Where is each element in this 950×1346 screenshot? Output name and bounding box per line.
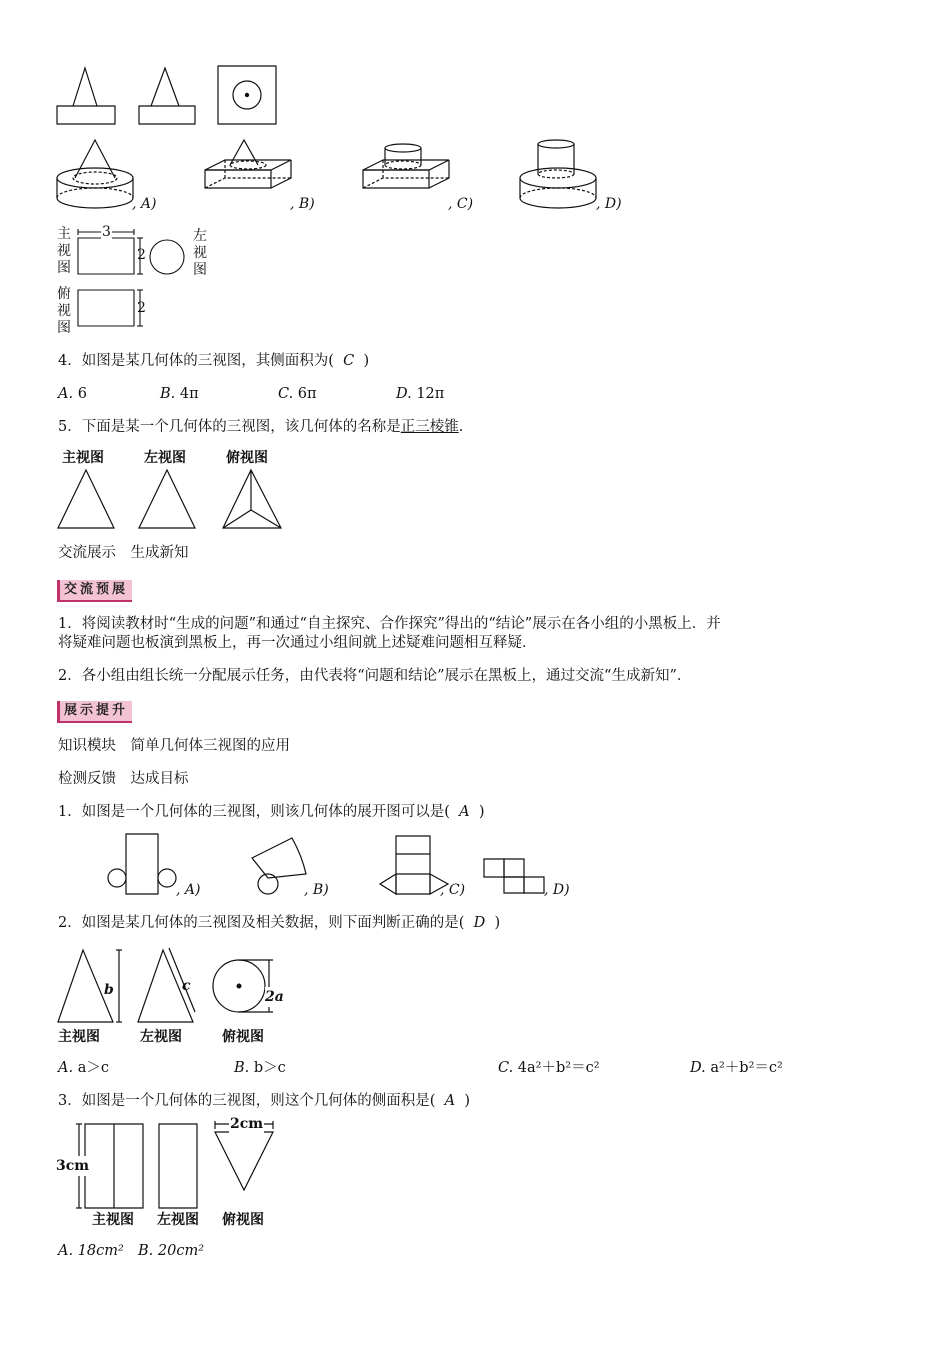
solid-option-a <box>55 138 135 208</box>
t1-net-d <box>482 855 548 895</box>
q5-top-view-label: 俯视图 <box>226 450 268 466</box>
main-view-label: 主 视 图 <box>57 226 71 276</box>
q4-stem: 4．如图是某几何体的三视图，其侧面积为( C ) <box>58 353 370 369</box>
t3-top-view-label: 俯视图 <box>222 1212 264 1228</box>
q4-dim-height: 2 <box>137 247 146 263</box>
check-line: 检测反馈 达成目标 <box>58 771 189 787</box>
t1-option-d-label: , D) <box>544 882 570 898</box>
t1-net-a <box>106 832 178 896</box>
badge-show-improve: 展示提升 <box>57 701 132 723</box>
t3-main-view-label: 主视图 <box>92 1212 134 1228</box>
t1-option-b-label: , B) <box>304 882 329 898</box>
q4-dim-height-top: 2 <box>137 300 146 316</box>
t2-label-b: b <box>104 982 114 998</box>
t3-dim-width: 2cm <box>230 1116 264 1132</box>
solid-option-b <box>203 138 293 208</box>
section-heading: 交流展示 生成新知 <box>58 545 189 561</box>
t3-left-view-label: 左视图 <box>157 1212 199 1228</box>
option-b-label: , B) <box>290 196 315 212</box>
t2-left-view-label: 左视图 <box>140 1029 182 1045</box>
para-1-line-2: 将疑难问题也板演到黑板上，再一次通过小组间就上述疑难问题相互释疑． <box>58 635 537 651</box>
t3-answer: A <box>444 1093 456 1109</box>
t1-option-a-label: , A) <box>176 882 201 898</box>
t3-stem: 3．如图是一个几何体的三视图，则这个几何体的侧面积是( A ) <box>58 1093 470 1109</box>
three-views-figure-top <box>55 62 285 128</box>
q5-answer: 正三棱锥 <box>400 419 459 435</box>
solid-option-c <box>361 138 451 210</box>
badge-exchange-preview: 交流预展 <box>57 580 132 602</box>
t2-answer: D <box>473 915 486 931</box>
q5-main-view-label: 主视图 <box>62 450 104 466</box>
q4-views-drawing <box>75 226 195 341</box>
option-d-label: , D) <box>596 196 622 212</box>
para-2: 2．各小组由组长统一分配展示任务，由代表将“问题和结论”展示在黑板上，通过交流“生成新知”． <box>58 668 692 684</box>
t2-label-c: c <box>182 978 191 994</box>
t1-option-c-label: , C) <box>440 882 466 898</box>
option-c-label: , C) <box>448 196 474 212</box>
t2-stem: 2．如图是某几何体的三视图及相关数据，则下面判断正确的是( D ) <box>58 915 501 931</box>
q5-views-drawing <box>55 466 287 532</box>
t2-main-view-label: 主视图 <box>58 1029 100 1045</box>
q5-stem: 5．下面是某一个几何体的三视图，该几何体的名称是正三棱锥. <box>58 419 464 435</box>
t3-dim-height: 3cm <box>56 1158 90 1174</box>
t2-top-view-label: 俯视图 <box>222 1029 264 1045</box>
solid-option-d <box>518 138 598 210</box>
option-a-label: , A) <box>132 196 157 212</box>
left-view-label: 左 视 图 <box>193 228 207 278</box>
q5-left-view-label: 左视图 <box>144 450 186 466</box>
t2-views-drawing <box>55 946 295 1026</box>
q4-dim-width: 3 <box>102 224 111 240</box>
t2-label-2a: 2a <box>265 989 284 1005</box>
t1-stem: 1．如图是一个几何体的三视图，则该几何体的展开图可以是( A ) <box>58 804 485 820</box>
para-1-line-1: 1．将阅读教材时“生成的问题”和通过“自主探究、合作探究”得出的“结论”展示在各小组的小黑板上．并 <box>58 616 721 632</box>
q4-answer: C <box>343 353 355 369</box>
top-view-label: 俯 视 图 <box>57 286 71 336</box>
module-line: 知识模块 简单几何体三视图的应用 <box>58 738 290 754</box>
t1-answer: A <box>459 804 470 820</box>
q4-figure <box>55 226 225 341</box>
